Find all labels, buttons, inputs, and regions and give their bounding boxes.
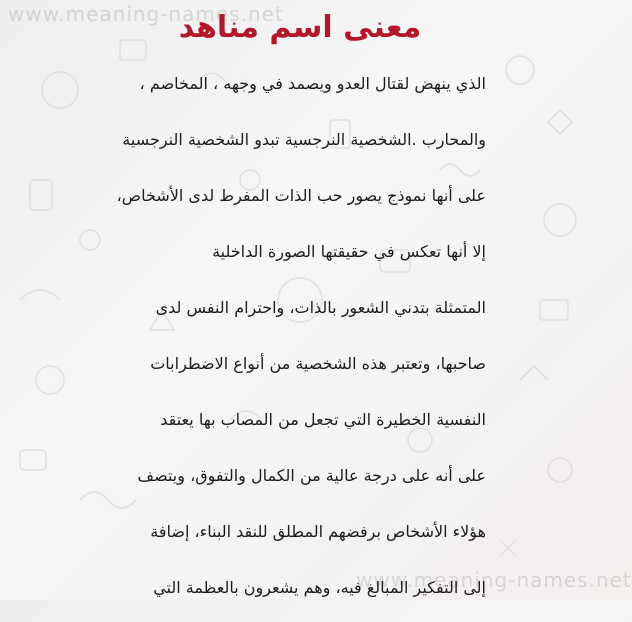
text-line: الذي ينهض لقتال العدو ويصمد في وجهه ، المخاصم ، — [139, 74, 486, 93]
text-line: إلا أنها تعكس في حقيقتها الصورة الداخلية — [212, 242, 486, 261]
watermark-bottom: www.meaning-names.net — [356, 568, 632, 592]
text-line: إلى التفكير المبالغ فيه، وهم يشعرون بالعظمة التي — [153, 578, 486, 597]
text-line: المتمثلة بتدني الشعور بالذات، واحترام النفس لدى — [155, 298, 486, 317]
page-title: معنى اسم مناهد — [178, 10, 422, 45]
text-line: صاحبها، وتعتبر هذه الشخصية من أنواع الاضطرابات — [150, 354, 486, 373]
text-line: النفسية الخطيرة التي تجعل من المصاب بها يعتقد — [160, 410, 486, 429]
text-line: هؤلاء الأشخاص برفضهم المطلق للنقد البناء، إضافة — [150, 522, 486, 541]
text-line: على أنها نموذج يصور حب الذات المفرط لدى الأشخاص، — [116, 186, 486, 205]
meaning-text — [36, 62, 486, 622]
text-line: والمحارب .الشخصية النرجسية تبدو الشخصية النرجسية — [122, 130, 486, 149]
watermark-top: www.meaning-names.net — [8, 2, 284, 26]
text-line: على أنه على درجة عالية من الكمال والتفوق، ويتصف — [137, 466, 486, 485]
